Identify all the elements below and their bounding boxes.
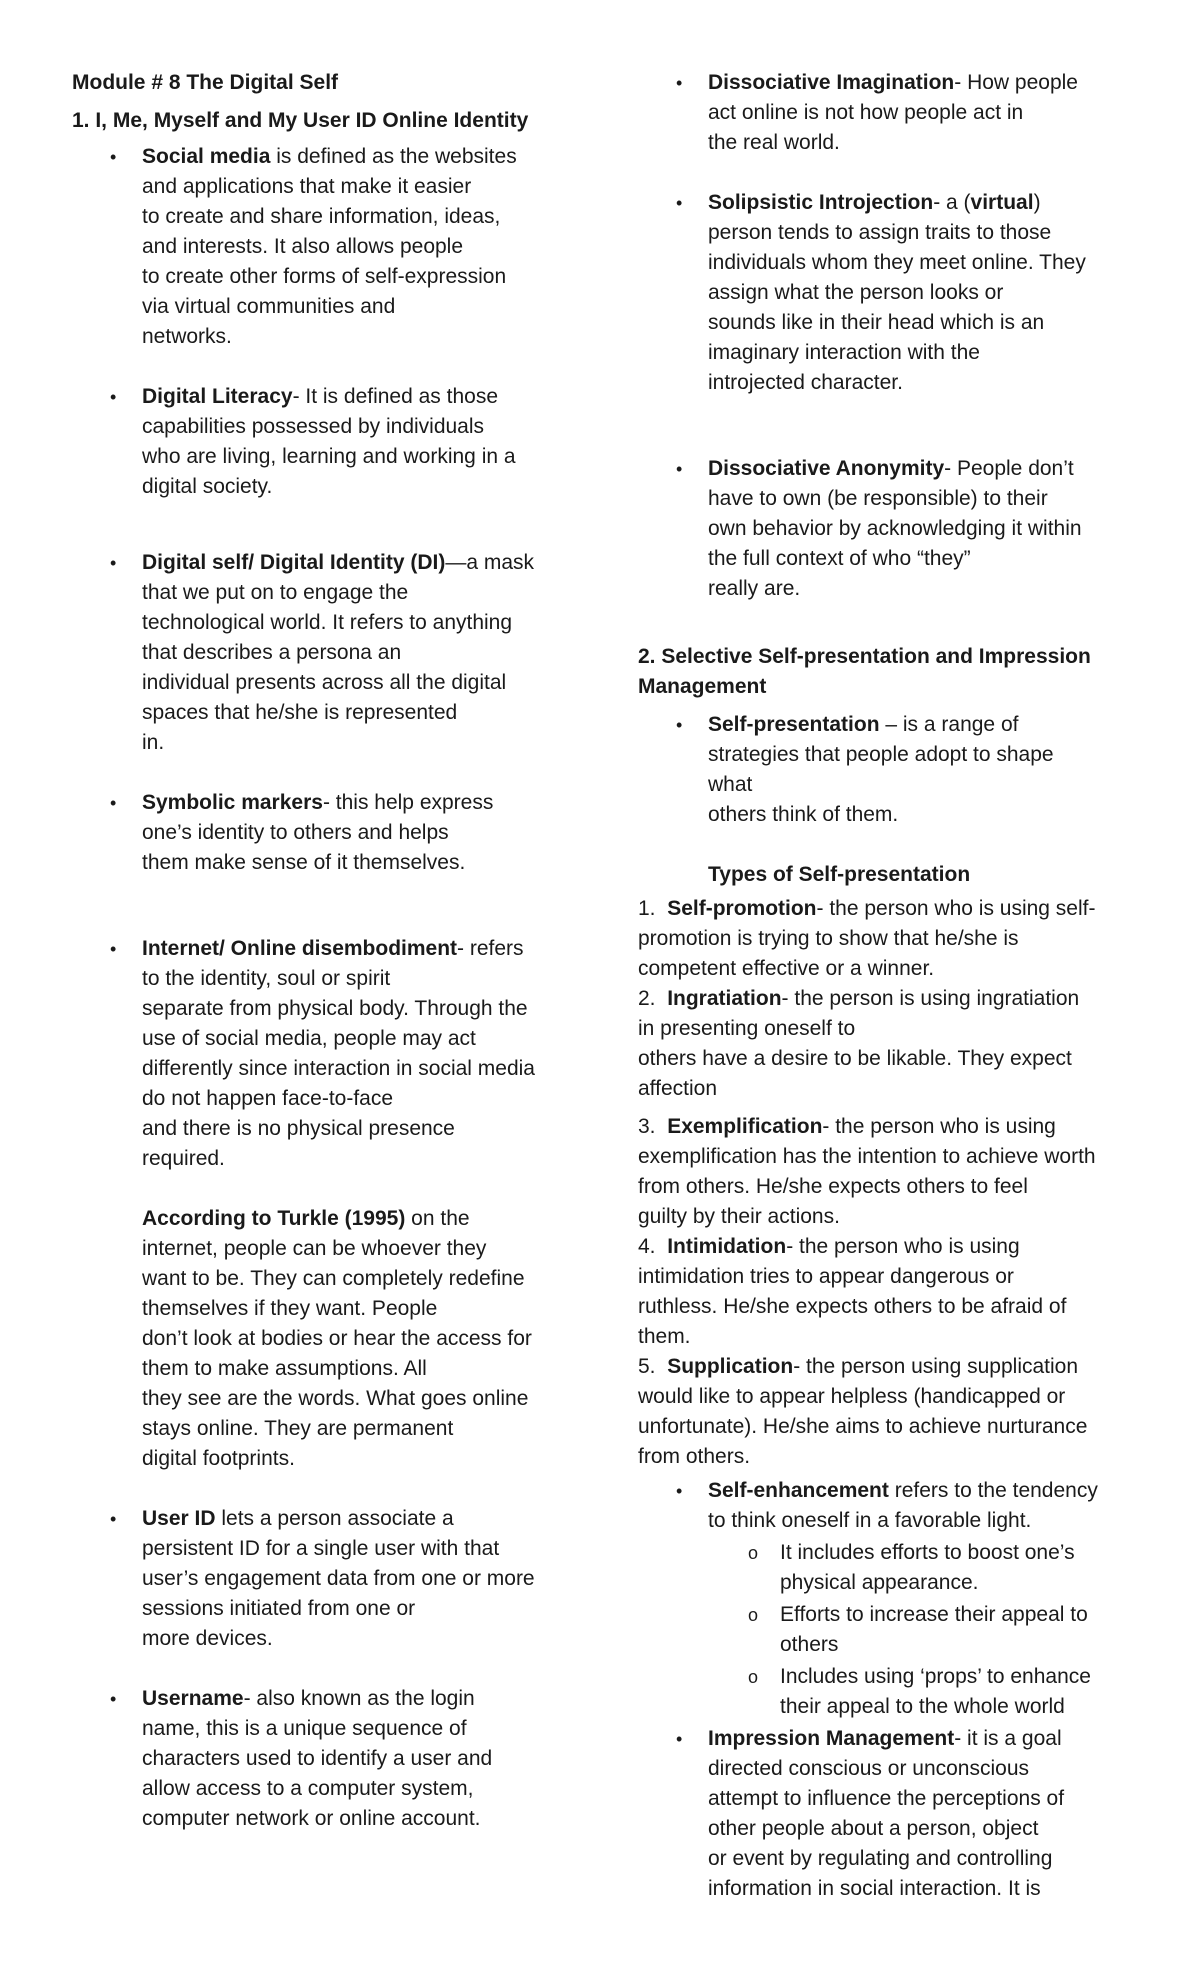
bullet-self-presentation: • Self-presentation – is a range of strategies that people adopt to shape what others think of them. [638, 710, 1138, 830]
bullet-username: • Username- also known as the login name, this is a unique sequence of characters used to identify a user and allow access to a computer system, computer network or online account. [72, 1684, 582, 1834]
bullet-icon: • [110, 939, 117, 959]
bullet-impression-management: • Impression Management- it is a goal directed conscious or unconscious attempt to influence the perceptions of other people about a person, object or event by regulating and controlling information in social interaction. It is [638, 1724, 1138, 1904]
subitem-appeal-to-others: o Efforts to increase their appeal to others [638, 1600, 1138, 1660]
section1-title: 1. I, Me, Myself and My User ID Online Identity [72, 109, 529, 132]
left-column [72, 68, 582, 1834]
bullet-icon: • [676, 73, 683, 93]
right-column [638, 68, 1138, 1904]
bullet-icon: • [676, 193, 683, 213]
bullet-icon: • [110, 147, 117, 167]
module-title: Module # 8 The Digital Self [72, 71, 339, 94]
bullet-icon: • [110, 793, 117, 813]
term-online-disembodiment: Internet/ Online disembodiment [142, 937, 458, 960]
circle-bullet-icon: o [748, 1543, 759, 1563]
subitem-props: o Includes using ‘props’ to enhance their appeal to the whole world [638, 1662, 1138, 1722]
circle-bullet-icon: o [748, 1605, 759, 1625]
types-list [638, 894, 1138, 1472]
term-solipsistic-introjection: Solipsistic Introjection [708, 191, 934, 214]
term-self-presentation: Self-presentation [708, 713, 880, 736]
type-item-self-promotion: 1. Self-promotion- the person who is using self- promotion is trying to show that he/she is competent effective or a winner. [638, 897, 1096, 980]
bullet-icon: • [676, 715, 683, 735]
bullet-social-media: • Social media is defined as the websites and applications that make it easier to create and share information, ideas, and interests. It also allows people to create other forms of self-expression via virtual communities and networks. [72, 142, 582, 352]
bullet-icon: • [676, 1729, 683, 1749]
term-username: Username [142, 1687, 244, 1710]
bullet-icon: • [676, 459, 683, 479]
subitem-physical-appearance: o It includes efforts to boost one’s physical appearance. [638, 1538, 1138, 1598]
term-dissociative-anonymity: Dissociative Anonymity [708, 457, 945, 480]
bullet-self-enhancement: • Self-enhancement refers to the tendency to think oneself in a favorable light. [638, 1476, 1138, 1536]
term-social-media: Social media [142, 145, 271, 168]
section2-title: 2. Selective Self-presentation and Impression Management [638, 645, 1091, 698]
type-item-intimidation: 4. Intimidation- the person who is using intimidation tries to appear dangerous or ruthless. He/she expects others to be afraid of them. [638, 1235, 1067, 1348]
bullet-symbolic-markers: • Symbolic markers- this help express one’s identity to others and helps them make sense of it themselves. [72, 788, 582, 878]
bullet-dissociative-anonymity: • Dissociative Anonymity- People don’t have to own (be responsible) to their own behavior by acknowledging it within the full context of who “they” really are. [638, 454, 1138, 604]
type-item-supplication: 5. Supplication- the person using supplication would like to appear helpless (handicapped or unfortunate). He/she aims to achieve nurturance from others. [638, 1355, 1088, 1468]
bullet-icon: • [110, 387, 117, 407]
term-turkle: According to Turkle (1995) [142, 1207, 406, 1230]
term-dissociative-imagination: Dissociative Imagination [708, 71, 955, 94]
term-digital-self: Digital self/ Digital Identity (DI) [142, 551, 446, 574]
turkle-paragraph: According to Turkle (1995) on the internet, people can be whoever they want to be. They can completely redefine themselves if they want. People don’t look at bodies or hear the access for them to make assumptions. All they see are the words. What goes online stays online. They are permanent digital footprints. [142, 1207, 532, 1470]
type-item-exemplification: 3. Exemplification- the person who is using exemplification has the intention to achieve worth from others. He/she expects others to feel guilty by their actions. [638, 1115, 1096, 1228]
term-self-enhancement: Self-enhancement [708, 1479, 889, 1502]
bullet-icon: • [110, 553, 117, 573]
circle-bullet-icon: o [748, 1667, 759, 1687]
types-title: Types of Self-presentation [708, 863, 971, 886]
bullet-user-id: • User ID lets a person associate a persistent ID for a single user with that user’s engagement data from one or more sessions initiated from one or more devices. [72, 1504, 582, 1654]
term-symbolic-markers: Symbolic markers [142, 791, 323, 814]
bullet-dissociative-imagination: • Dissociative Imagination- How people act online is not how people act in the real world. [638, 68, 1138, 158]
bullet-online-disembodiment: • Internet/ Online disembodiment- refers to the identity, soul or spirit separate from physical body. Through the use of social media, people may act differently since interaction in social media do not happen face-to-face and there is no physical presence required. [72, 934, 582, 1174]
term-impression-management: Impression Management [708, 1727, 955, 1750]
term-digital-literacy: Digital Literacy [142, 385, 293, 408]
bullet-icon: • [110, 1689, 117, 1709]
term-user-id: User ID [142, 1507, 216, 1530]
bullet-icon: • [676, 1481, 683, 1501]
bullet-digital-self: • Digital self/ Digital Identity (DI)—a mask that we put on to engage the technological world. It refers to anything that describes a persona an individual presents across all the digital spaces that he/she is represented in. [72, 548, 582, 758]
bullet-digital-literacy: • Digital Literacy- It is defined as those capabilities possessed by individuals who are living, learning and working in a digital society. [72, 382, 582, 502]
bullet-icon: • [110, 1509, 117, 1529]
type-item-ingratiation: 2. Ingratiation- the person is using ingratiation in presenting oneself to others have a desire to be likable. They expect affection [638, 987, 1080, 1100]
bullet-solipsistic-introjection: • Solipsistic Introjection- a (virtual) person tends to assign traits to those individuals whom they meet online. They assign what the person looks or sounds like in their head which is an imaginary interaction with the introjected character. [638, 188, 1138, 398]
